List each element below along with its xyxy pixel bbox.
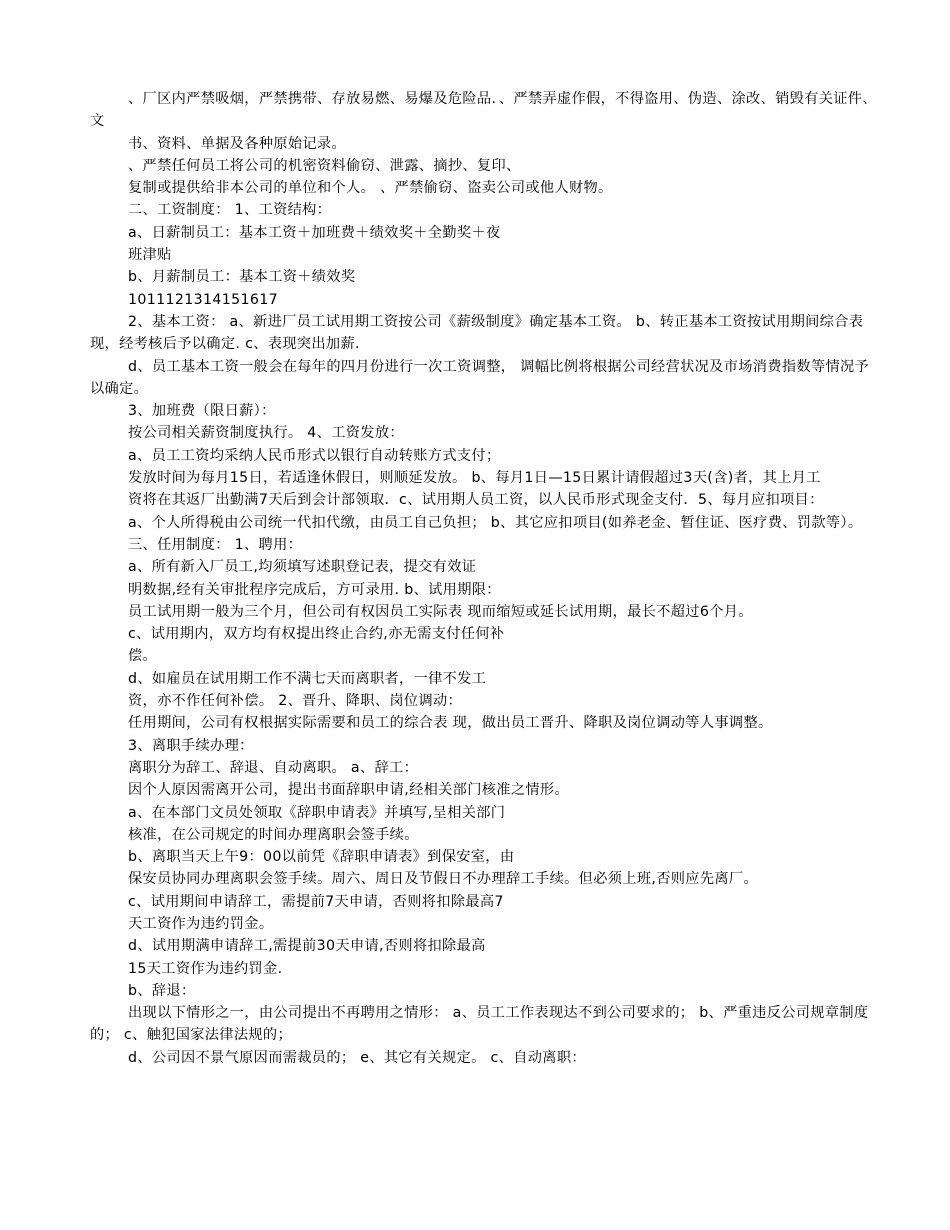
- paragraph: 2、基本工资： a、新进厂员工试用期工资按公司《薪级制度》确定基本工资。 b、转正基本工资按试用期间综合表现，经考核后予以确定. c、表现突出加薪.: [90, 313, 864, 353]
- paragraph: 员工试用期一般为三个月，但公司有权因员工实际表 现而缩短或延长试用期，最长不超过6个月。: [128, 603, 753, 620]
- paragraph: d、公司因不景气原因而需裁员的； e、其它有关规定。 c、自动离职：: [128, 1049, 586, 1066]
- paragraph: 资将在其返厂出勤满7天后到会计部领取．c、试用期人员工资，以人民币形式现金支付．5、每月应扣项目：: [128, 492, 824, 509]
- document-body: [90, 88, 880, 1069]
- paragraph: 书、资料、单据及各种原始记录。: [128, 135, 347, 152]
- paragraph: 3、加班费（限日薪）：: [128, 403, 276, 420]
- paragraph: 、厂区内严禁吸烟，严禁携带、存放易燃、易爆及危险品．、严禁弄虚作假，不得盗用、伪造、涂改、销毁有关证件、文: [90, 91, 877, 130]
- paragraph: 发放时间为每月15日，若适逢休假日，则顺延发放。 b、每月1日—15日累计请假超过3天(含)者，其上月工: [128, 470, 821, 487]
- paragraph: a、在本部门文员处领取《辞职申请表》并填写,呈相关部门: [128, 804, 506, 821]
- paragraph: b、离职当天上午9：00以前凭《辞职申请表》到保安室，由: [128, 849, 515, 866]
- paragraph: b、辞退：: [128, 982, 196, 999]
- paragraph: 明数据,经有关审批程序完成后，方可录用. b、试用期限：: [128, 581, 501, 598]
- paragraph: 保安员协同办理离职会签手续。周六、周日及节假日不办理辞工手续。但必须上班,否则应先离厂。: [128, 871, 758, 888]
- paragraph: b、月薪制员工：基本工资＋绩效奖: [128, 269, 356, 286]
- paragraph: d、员工基本工资一般会在每年的四月份进行一次工资调整， 调幅比例将根据公司经营状况及市场消费指数等情况予以确定。: [90, 358, 870, 397]
- paragraph: 班津贴: [128, 247, 172, 264]
- section-heading: 二、工资制度： 1、工资结构：: [128, 202, 332, 219]
- paragraph: a、日薪制员工：基本工资＋加班费＋绩效奖＋全勤奖＋夜: [128, 224, 501, 241]
- paragraph: d、如雇员在试用期工作不满七天而离职者，一律不发工: [128, 670, 487, 687]
- paragraph: 1011121314151617: [128, 291, 279, 308]
- paragraph: 核准，在公司规定的时间办理离职会签手续。: [128, 826, 419, 843]
- paragraph: 资，亦不作任何补偿。 2、晋升、降职、岗位调动：: [128, 693, 463, 710]
- paragraph: a、所有新入厂员工,均须填写述职登记表，提交有效证: [128, 559, 477, 576]
- section-heading: 三、任用制度： 1、聘用：: [128, 536, 303, 553]
- paragraph: 3、离职手续办理：: [128, 737, 254, 754]
- paragraph: 离职分为辞工、辞退、自动离职。 a、辞工：: [128, 759, 419, 776]
- paragraph: 天工资作为违约罚金。: [128, 915, 274, 932]
- paragraph: 出现以下情形之一，由公司提出不再聘用之情形： a、员工工作表现达不到公司要求的； b、严重违反公司规章制度的； c、触犯国家法律法规的；: [90, 1005, 869, 1044]
- paragraph: 偿。: [128, 648, 158, 665]
- paragraph: 、严禁任何员工将公司的机密资料偷窃、泄露、摘抄、复印、: [128, 157, 521, 174]
- paragraph: 按公司相关薪资制度执行。 4、工资发放：: [128, 425, 404, 442]
- paragraph: a、个人所得税由公司统一代扣代缴，由员工自己负担； b、其它应扣项目(如养老金、暂住证、医疗费、罚款等）。: [128, 514, 863, 531]
- paragraph: a、员工工资均采纳人民币形式以银行自动转账方式支付；: [128, 447, 501, 464]
- paragraph: 任用期间，公司有权根据实际需要和员工的综合表 现，做出员工晋升、降职及岗位调动等人事调整。: [128, 715, 773, 732]
- paragraph: c、试用期间申请辞工，需提前7天申请，否则将扣除最高7: [128, 893, 504, 910]
- paragraph: 15天工资作为违约罚金.: [128, 960, 283, 977]
- paragraph: d、试用期满申请辞工,需提前30天申请,否则将扣除最高: [128, 938, 486, 955]
- paragraph: 复制或提供给非本公司的单位和个人。 、严禁偷窃、盗卖公司或他人财物。: [128, 180, 613, 197]
- paragraph: c、试用期内，双方均有权提出终止合约,亦无需支付任何补: [128, 626, 505, 643]
- paragraph: 因个人原因需离开公司，提出书面辞职申请,经相关部门核准之情形。: [128, 782, 569, 799]
